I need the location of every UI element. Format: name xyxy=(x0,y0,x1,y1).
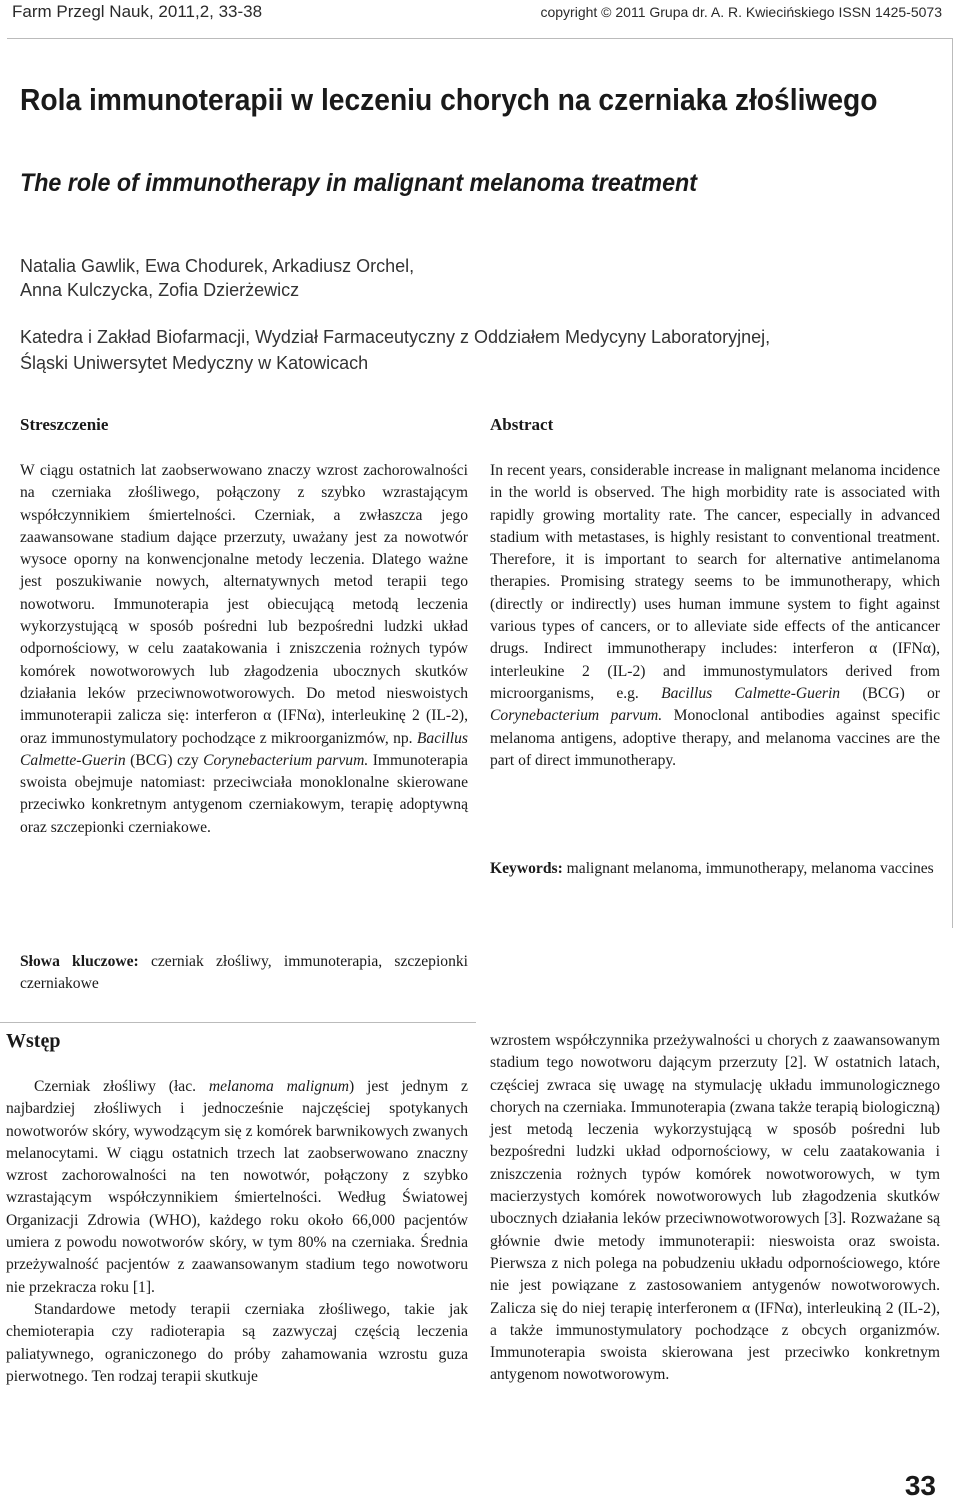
abstract-text xyxy=(490,460,940,772)
authors-line-2: Anna Kulczycka, Zofia Dzierżewicz xyxy=(20,280,300,300)
intro-paragraph-2: Standardowe metody terapii czerniaka złośliwego, takie jak chemioterapia czy radioterapia są zazwyczaj częścią leczenia paliatywnego, ograniczonego do próby zahamowania wzrostu guza pierwotnego. Ten rodzaj terapii skutkuje xyxy=(6,1300,468,1385)
keywords-polish-label: Słowa kluczowe: xyxy=(20,953,139,970)
affiliation-line-1: Katedra i Zakład Biofarmacji, Wydział Farmaceutyczny z Oddziałem Medycyny Laboratoryjnej, xyxy=(20,327,771,347)
intro-p1-part-a: Czerniak złośliwy (łac. xyxy=(34,1078,197,1095)
intro-p1-italic: melanoma malignum xyxy=(208,1078,349,1095)
keywords-english-label: Keywords: xyxy=(490,860,563,877)
keywords-polish-text: czerniak złośliwy, immunoterapia, szczepionki czerniakowe xyxy=(20,953,468,993)
intro-p1-part-b: ) jest jednym z najbardziej złośliwych i jednocześnie najczęściej spotykanych nowotworów skóry, wywodzącym się z komórek barwnikowych zwanych melanocytami. W ciągu ostatnich trzech lat zaobserwowano znaczny wzrost zachorowalności na ten nowotwór, połączony z szybko wzrastającym współczynnikiem śmiertelności. Według Światowej Organizacji Zdrowia (WHO), każdego roku około 66,000 pacjentów umiera z powodu nowotworów skóry, w tym 80% na czerniaka. Średnia przeżywalność pacjentów z zaawansowanym stadium tego nowotworu nie przekracza roku [1]. xyxy=(6,1078,468,1296)
abstract-italic-2: Corynebacterium parvum. xyxy=(490,707,663,725)
streszczenie-text xyxy=(20,460,468,839)
abstract-part-2: (BCG) or xyxy=(862,684,940,702)
streszczenie-italic-2: Corynebacterium parvum. xyxy=(203,751,369,769)
page-number: 33 xyxy=(904,1470,936,1501)
intro-right-column: wzrostem współczynnika przeżywalności u chorych z zaawansowanym stadium tego nowotworu dającym przerzuty [2]. W ostatnich latach, częściej zwraca się uwagę na stymulację układu immunologicznego chorych na czerniaka. Immunoterapia (zwana także terapią biologiczną) jest metodą leczenia wykorzystującą w sposób pośredni lub bezpośredni ludzki układ odpornościowy, w celu zaatakowania i zniszczenia rożnych typów komórek nowotworowych, w tym macierzystych komórek nowotworowych lub złagodzenia skutków ubocznych działania leków przeciwnowotworowych [3]. Rozważane są głównie dwie metody immunoterapii: nieswoista oraz swoista. Pierwsza z nich polega na pobudzeniu układu odpornościowego, które nie jest powiązane z zastosowaniem antygenów nowotworowych. Zalicza się do niej terapię interferonem α (IFNα), interleukiną 2 (IL-2), a także immunostymulatory pochodzące z obcych organizmów. Immunoterapia swoista skierowana jest przeciwko konkretnym antygenom nowotworowym. xyxy=(490,1032,940,1384)
title-polish: Rola immunoterapii w leczeniu chorych na czerniaka złośliwego xyxy=(20,82,878,117)
streszczenie-part-1: W ciągu ostatnich lat zaobserwowano znaczy wzrost zachorowalności na czerniaka złośliwego, połączony z szybko wzrastającym współczynnikiem śmiertelności. Czerniak, a zwłaszcza jego zaawansowane stadium dające przerzuty, uważany jest za nowotwór wysoce oporny na konwencjonalne metody leczenia. Dlatego ważne jest poszukiwanie nowych, alternatywnych metod terapii tego nowotworu. Immunoterapia jest obiecującą metodą leczenia wykorzystującą w sposób pośredni lub bezpośredni ludzki układ odpornościowy, w celu zaatakowania i zniszczenia rożnych typów komórek nowotworowych lub złagodzenia ubocznych skutków działania leków przeciwnowotworowych. Do metod nieswoistych immunoterapii zalicza się: interferon α (IFNα), interleukinę 2 (IL-2), oraz immunostymulatory pochodzące z mikroorganizmów, np. xyxy=(20,462,468,747)
abstract-italic-1: Bacillus Calmette-Guerin xyxy=(661,684,841,702)
title-english: The role of immunotherapy in malignant melanoma treatment xyxy=(20,169,697,197)
abstract-heading: Abstract xyxy=(490,415,554,434)
copyright-line: copyright © 2011 Grupa dr. A. R. Kwiecińskiego ISSN 1425-5073 xyxy=(540,4,942,20)
streszczenie-italic-1: Bacillus Calmette-Guerin xyxy=(20,729,468,769)
intro-paragraph-1 xyxy=(6,1076,468,1299)
affiliation xyxy=(20,324,940,376)
keywords-polish xyxy=(20,951,468,996)
keywords-english-text: malignant melanoma, immunotherapy, melanoma vaccines xyxy=(566,860,934,877)
intro-left-column xyxy=(6,1076,468,1388)
journal-citation: Farm Przegl Nauk, 2011,2, 33-38 xyxy=(12,2,263,21)
affiliation-line-2: Śląski Uniwersytet Medyczny w Katowicach xyxy=(20,353,369,373)
streszczenie-heading: Streszczenie xyxy=(20,415,109,434)
streszczenie-part-3: Immunoterapia swoista obejmuje natomiast: przeciwciała monoklonalne skierowane przeciwko konkretnym antygenom czerniakowym, terapię adoptywną oraz szczepionki czerniakowe. xyxy=(20,751,468,836)
keywords-english xyxy=(490,858,940,880)
section-divider xyxy=(0,1022,476,1023)
abstract-part-3: Monoclonal antibodies against specific melanoma antigens, adoptive therapy, and melanoma vaccines are the part of direct immunotherapy. xyxy=(490,707,941,769)
authors xyxy=(20,254,720,302)
intro-heading: Wstęp xyxy=(6,1030,61,1052)
abstract-part-1: In recent years, considerable increase in malignant melanoma incidence in the world is observed. The high morbidity rate is associated with rapidly growing mortality rate. The cancer, especially in advanced stadium with metastases, is highly resistant to conventional treatment. Therefore, it is important to search for alternative antimelanoma therapies. Promising strategy seems to be immunotherapy, which (directly or indirectly) uses human immune system to fight against various types of cancers, or to alleviate side effects of the anticancer drugs. Indirect immunotherapy includes: interferon α (IFNα), interleukine 2 (IL-2) and immunostymulators derived from microorganisms, e.g. xyxy=(490,462,940,702)
streszczenie-part-2: (BCG) czy xyxy=(130,751,199,769)
authors-line-1: Natalia Gawlik, Ewa Chodurek, Arkadiusz Orchel, xyxy=(20,256,415,276)
